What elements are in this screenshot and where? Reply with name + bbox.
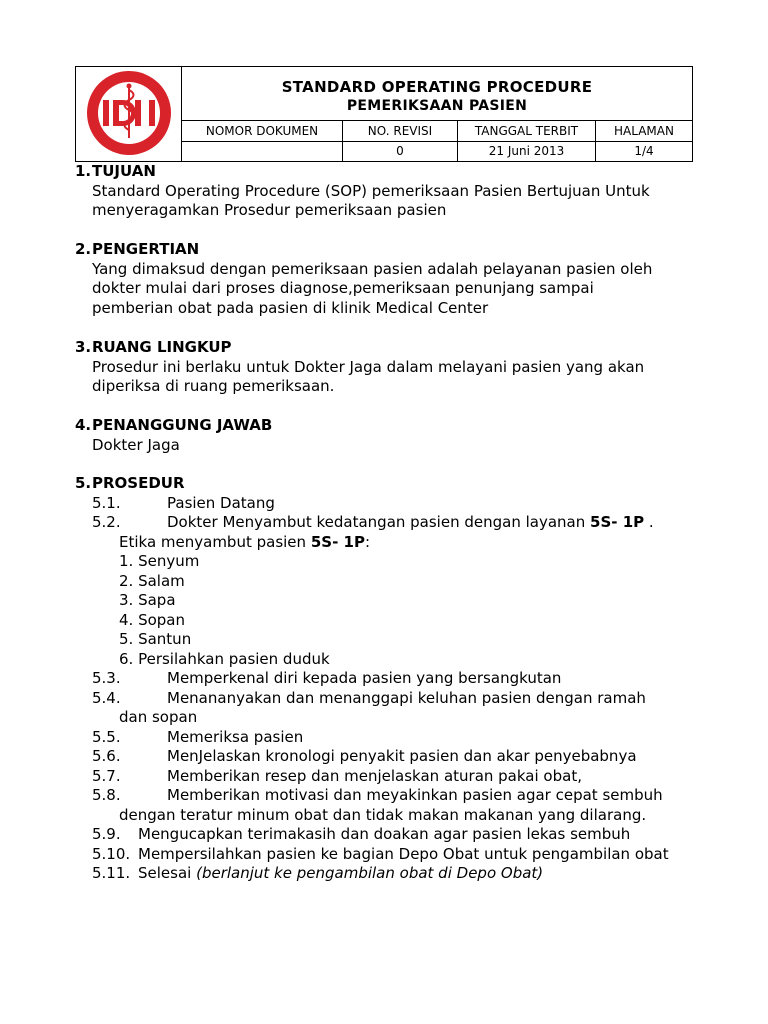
etika-list-item: 2. Salam xyxy=(119,572,185,590)
section-tujuan xyxy=(75,162,650,221)
value-halaman: 1/4 xyxy=(596,141,693,162)
document-subtitle: PEMERIKSAAN PASIEN xyxy=(182,98,693,121)
step-5-4-continued: dan sopan xyxy=(119,708,198,726)
etika-line: Etika menyambut pasien 5S- 1P: xyxy=(119,533,371,551)
paragraph-line: Dokter Jaga xyxy=(92,435,180,454)
step-5-8: 5.8. Memberikan motivasi dan meyakinkan pasien agar cepat sembuh xyxy=(92,786,663,804)
col-tanggal-terbit: TANGGAL TERBIT xyxy=(458,121,596,141)
col-nomor-dokumen: NOMOR DOKUMEN xyxy=(182,121,343,141)
section-heading: 3.RUANG LINGKUP xyxy=(75,338,232,356)
step-5-1: 5.1. Pasien Datang xyxy=(92,494,275,512)
paragraph-line: Standard Operating Procedure (SOP) pemeriksaan Pasien Bertujuan Untuk xyxy=(92,181,650,200)
step-5-11: 5.11. Selesai (berlanjut ke pengambilan obat di Depo Obat) xyxy=(92,864,544,882)
sop-header-table xyxy=(75,66,693,162)
paragraph-line: Prosedur ini berlaku untuk Dokter Jaga dalam melayani pasien yang akan xyxy=(92,357,645,376)
section-heading: 1.TUJUAN xyxy=(75,162,156,180)
value-tanggal-terbit: 21 Juni 2013 xyxy=(458,141,596,162)
section-ruang-lingkup xyxy=(75,338,644,397)
paragraph-line: pemberian obat pada pasien di klinik Medical Center xyxy=(92,298,489,317)
step-5-3: 5.3. Memperkenal diri kepada pasien yang bersangkutan xyxy=(92,669,562,687)
step-5-4: 5.4. Menananyakan dan menanggapi keluhan pasien dengan ramah xyxy=(92,689,646,707)
step-5-2: 5.2. Dokter Menyambut kedatangan pasien dengan layanan 5S- 1P . xyxy=(92,513,654,531)
step-5-9: 5.9. Mengucapkan terimakasih dan doakan agar pasien lekas sembuh xyxy=(92,825,631,843)
etika-list-item: 4. Sopan xyxy=(119,611,185,629)
idi-logo xyxy=(84,68,174,158)
step-5-10: 5.10. Mempersilahkan pasien ke bagian Depo Obat untuk pengambilan obat xyxy=(92,845,669,863)
section-prosedur xyxy=(75,474,185,494)
etika-list-item: 3. Sapa xyxy=(119,591,176,609)
etika-list-item: 6. Persilahkan pasien duduk xyxy=(119,650,330,668)
step-5-6: 5.6. MenJelaskan kronologi penyakit pasien dan akar penyebabnya xyxy=(92,747,637,765)
paragraph-line: diperiksa di ruang pemeriksaan. xyxy=(92,377,335,395)
col-halaman: HALAMAN xyxy=(596,121,693,141)
section-heading: 2.PENGERTIAN xyxy=(75,240,200,258)
section-penanggung-jawab xyxy=(75,416,272,455)
etika-list-item: 5. Santun xyxy=(119,630,192,648)
paragraph-line: menyeragamkan Prosedur pemeriksaan pasien xyxy=(92,201,447,219)
step-5-8-continued: dengan teratur minum obat dan tidak makan makanan yang dilarang. xyxy=(119,806,647,824)
value-nomor-dokumen xyxy=(182,141,343,162)
col-no-revisi: NO. REVISI xyxy=(343,121,458,141)
section-heading: 4.PENANGGUNG JAWAB xyxy=(75,416,273,434)
value-no-revisi: 0 xyxy=(343,141,458,162)
paragraph-line: Yang dimaksud dengan pemeriksaan pasien adalah pelayanan pasien oleh xyxy=(92,259,653,278)
document-title: STANDARD OPERATING PROCEDURE xyxy=(182,67,693,98)
step-5-7: 5.7. Memberikan resep dan menjelaskan aturan pakai obat, xyxy=(92,767,582,785)
etika-list-item: 1. Senyum xyxy=(119,552,200,570)
logo-cell xyxy=(76,67,182,162)
section-heading: 5.PROSEDUR xyxy=(75,474,185,492)
step-5-5: 5.5. Memeriksa pasien xyxy=(92,728,304,746)
paragraph-line: dokter mulai dari proses diagnose,pemeriksaan penunjang sampai xyxy=(92,279,594,297)
section-pengertian xyxy=(75,240,652,318)
